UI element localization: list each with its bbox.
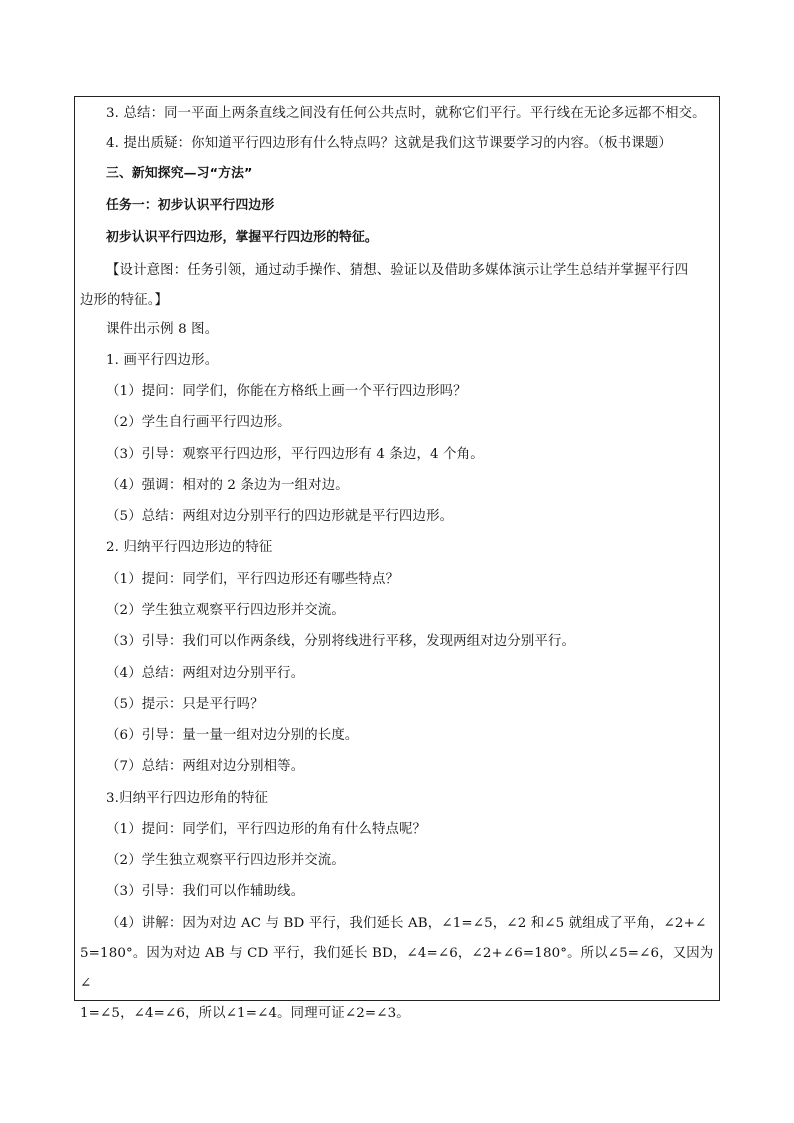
step-item: （2）学生自行画平行四边形。 (106, 415, 291, 430)
courseware-line: 课件出示例 8 图。 (106, 322, 219, 337)
design-intent (80, 256, 712, 316)
step-item: （1）提问：同学们，你能在方格纸上画一个平行四边形吗？ (106, 384, 467, 399)
step-heading-1: 1. 画平行四边形。 (106, 353, 219, 368)
step-item: （4）强调：相对的 2 条边为一组对边。 (106, 478, 349, 493)
step-item: （1）提问：同学们，平行四边形还有哪些特点？ (106, 572, 400, 587)
explanation-line-2: 5=180°。因为对边 AB 与 CD 平行，我们延长 BD，∠4=∠6，∠2+∠6=180°。所以∠5=∠6，又因为∠ (80, 946, 714, 991)
step-item: （4）总结：两组对边分别平行。 (106, 666, 305, 681)
step-item: （7）总结：两组对边分别相等。 (106, 759, 305, 774)
design-intent-line-1: 【设计意图：任务引领，通过动手操作、猜想、验证以及借助多媒体演示让学生总结并掌握平行四 (106, 263, 689, 278)
step-item: （1）提问：同学们，平行四边形的角有什么特点呢？ (106, 822, 427, 837)
step-heading-3: 3.归纳平行四边形角的特征 (106, 791, 269, 806)
step-item: （3）引导：我们可以作辅助线。 (106, 884, 305, 899)
step-item: （6）引导：量一量一组对边分别的长度。 (106, 728, 359, 743)
step-item: （3）引导：观察平行四边形，平行四边形有 4 条边，4 个角。 (106, 447, 484, 462)
question-line: 4. 提出质疑：你知道平行四边形有什么特点吗？这就是我们这节课要学习的内容。（板书课题） (106, 136, 672, 151)
explanation-line-3: 1=∠5，∠4=∠6，所以∠1=∠4。同理可证∠2=∠3。 (80, 1006, 410, 1021)
explanation-paragraph (80, 909, 716, 1029)
task-goal: 初步认识平行四边形，掌握平行四边形的特征。 (106, 230, 378, 245)
section-heading: 三、新知探究—习“方法” (106, 166, 253, 181)
step-item: （3）引导：我们可以作两条线，分别将线进行平移，发现两组对边分别平行。 (106, 634, 576, 649)
design-intent-line-2: 边形的特征。】 (80, 293, 169, 308)
step-item: （5）提示：只是平行吗？ (106, 697, 264, 712)
explanation-line-1: （4）讲解：因为对边 AC 与 BD 平行，我们延长 AB，∠1=∠5，∠2 和∠5 就组成了平角，∠2+∠ (106, 916, 707, 931)
task-heading: 任务一：初步认识平行四边形 (106, 198, 275, 213)
step-item: （5）总结：两组对边分别平行的四边形就是平行四边形。 (106, 509, 454, 524)
step-item: （2）学生独立观察平行四边形并交流。 (106, 603, 345, 618)
step-item: （2）学生独立观察平行四边形并交流。 (106, 853, 345, 868)
step-heading-2: 2. 归纳平行四边形边的特征 (106, 540, 273, 555)
summary-line: 3. 总结：同一平面上两条直线之间没有任何公共点时，就称它们平行。平行线在无论多远都不相交。 (106, 106, 706, 121)
